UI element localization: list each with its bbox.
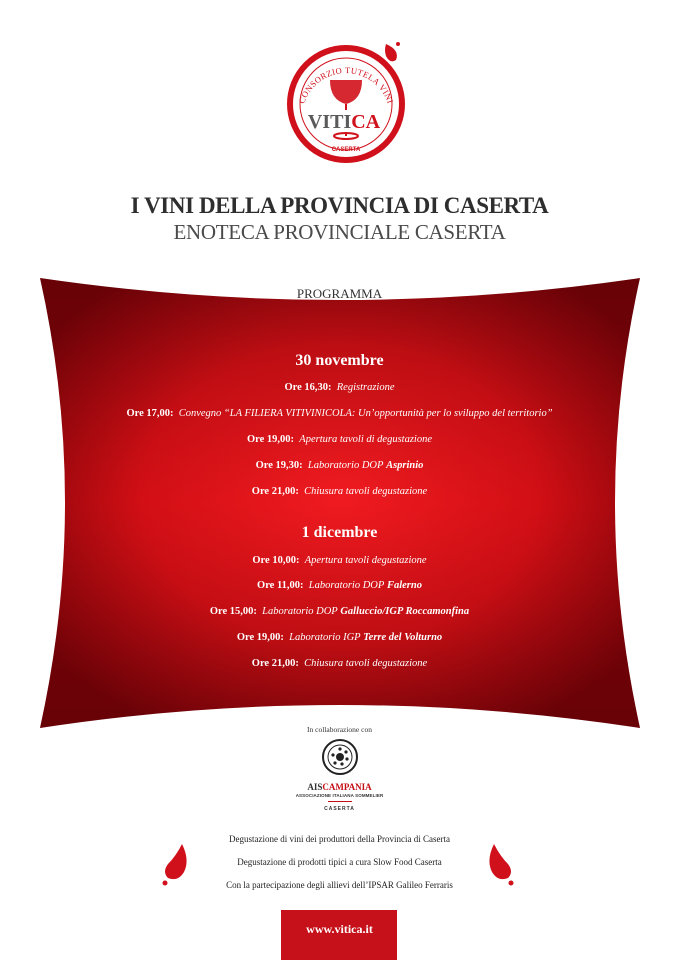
ais-city: CASERTA (324, 806, 355, 812)
program-item (0, 382, 679, 393)
item-desc: Laboratorio DOP (262, 606, 338, 617)
item-desc: Apertura tavoli degustazione (304, 555, 427, 566)
item-time: Ore 19,30: (255, 460, 303, 471)
item-desc: Laboratorio DOP (307, 460, 384, 471)
item-time: Ore 11,00: (257, 580, 304, 591)
page-subtitle: ENOTECA PROVINCIALE CASERTA (173, 220, 506, 244)
logo-ring-text: CONSORZIO TUTELA VINI (296, 65, 396, 105)
program-label: PROGRAMMA (296, 286, 383, 301)
page-title: I VINI DELLA PROVINCIA DI CASERTA (130, 193, 549, 218)
program-item (0, 606, 679, 617)
item-time: Ore 19,00: (247, 434, 295, 445)
item-time: Ore 16,30: (284, 382, 332, 393)
item-time: Ore 21,00: (251, 486, 299, 497)
item-desc: Laboratorio DOP (308, 580, 385, 591)
wine-drop-icon (486, 842, 516, 886)
item-highlight: Galluccio/IGP Roccamonfina (340, 606, 470, 617)
item-desc: Laboratorio IGP (289, 632, 361, 643)
item-highlight: Terre del Volturno (363, 632, 443, 643)
website-link[interactable]: www.vitica.it (306, 922, 373, 936)
item-time: Ore 15,00: (209, 606, 257, 617)
program-item (0, 408, 679, 419)
day-date: 1 dicembre (301, 524, 378, 541)
item-desc: Chiusura tavoli degustazione (304, 658, 428, 669)
collaboration-label: In collaborazione con (307, 725, 372, 734)
ais-name (0, 782, 679, 792)
vitica-logo (286, 40, 406, 168)
item-desc: Chiusura tavoli degustazione (304, 486, 428, 497)
ais-logo-icon (320, 737, 360, 777)
item-desc: Apertura tavoli di degustazione (299, 434, 432, 445)
wine-drop-icon (160, 842, 190, 886)
info-line: Degustazione di vini dei produttori della Provincia di Caserta (229, 834, 450, 844)
svg-text:VITICA (308, 111, 381, 133)
item-highlight: Asprinio (386, 460, 424, 471)
program-item (0, 632, 679, 643)
program-item (0, 580, 679, 591)
program-item (0, 555, 679, 566)
logo-city: CASERTA (331, 147, 361, 153)
item-time: Ore 10,00: (252, 555, 300, 566)
info-line: Con la partecipazione degli allievi dell’IPSAR Galileo Ferraris (226, 880, 453, 890)
program-item (0, 434, 679, 445)
ais-name-a: AIS (307, 782, 323, 792)
ais-divider (328, 801, 352, 802)
item-time: Ore 17,00: (126, 408, 174, 419)
item-desc: Registrazione (336, 382, 395, 393)
ais-subtitle: ASSOCIAZIONE ITALIANA SOMMELIER (295, 793, 384, 798)
item-desc: Convegno “LA FILIERA VITIVINICOLA: Un’opportunità per lo sviluppo del territorio” (178, 408, 553, 419)
logo-brand-a: VITI (307, 111, 352, 133)
day-date: 30 novembre (295, 352, 384, 369)
ais-name-b: CAMPANIA (322, 782, 372, 792)
logo-brand-b: CA (351, 111, 381, 133)
program-item (0, 486, 679, 497)
program-item (0, 460, 679, 471)
item-time: Ore 21,00: (251, 658, 299, 669)
item-time: Ore 19,00: (236, 632, 284, 643)
info-line: Degustazione di prodotti tipici a cura Slow Food Caserta (237, 857, 442, 867)
program-item (0, 658, 679, 669)
item-highlight: Falerno (386, 580, 422, 591)
